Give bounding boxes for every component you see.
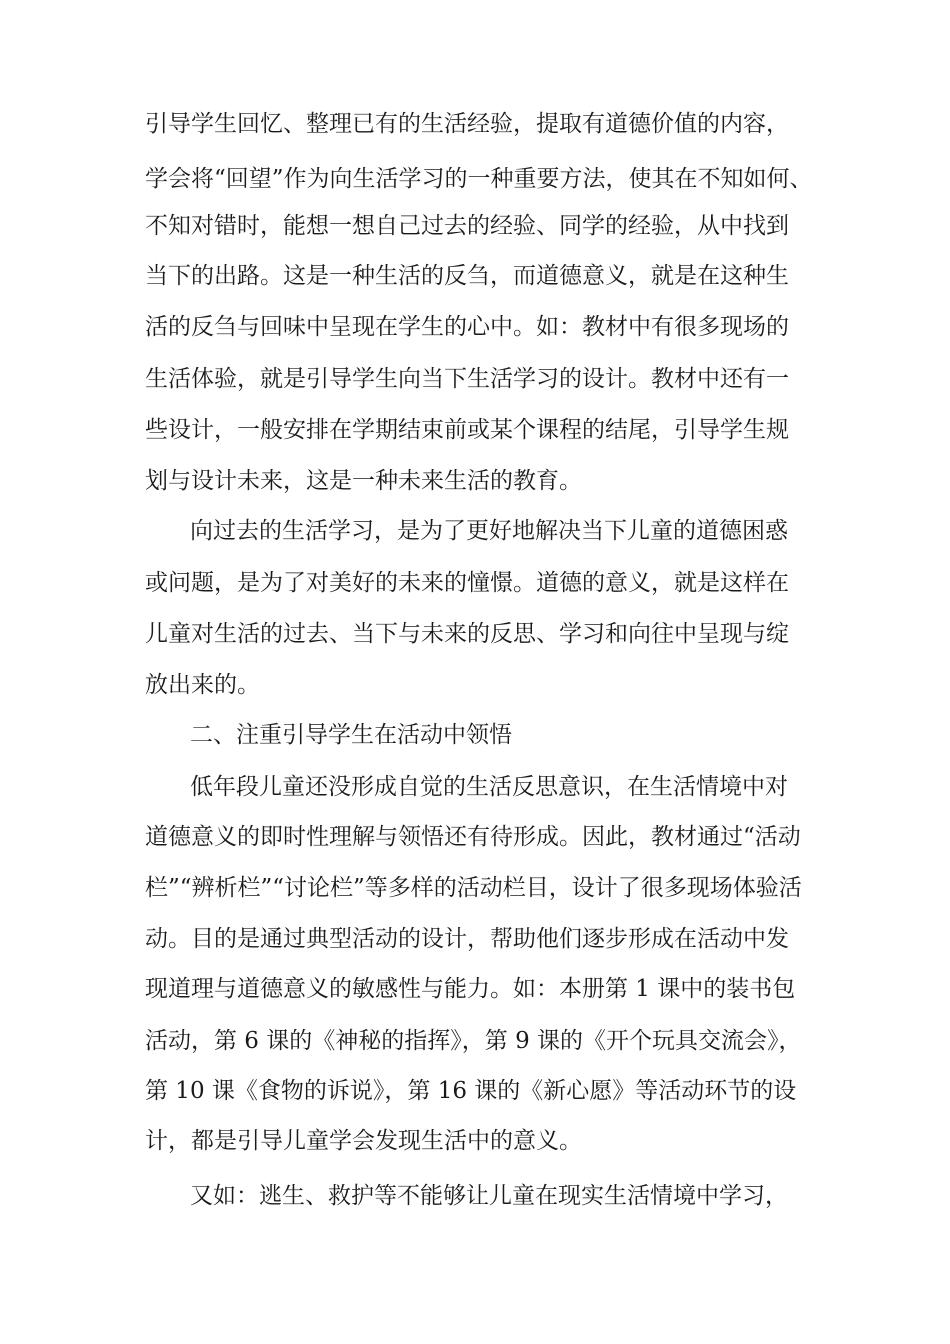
paragraph-first-line: 又如：逃生、救护等不能够让儿童在现实生活情境中学习， [190, 1183, 788, 1209]
text-line: 或问题，是为了对美好的未来的憧憬。道德的意义，就是这样在 [145, 570, 789, 596]
text-line: 动。目的是通过典型活动的设计，帮助他们逐步形成在活动中发 [145, 926, 789, 952]
text-line: 道德意义的即时性理解与领悟还有待形成。因此，教材通过“活动 [145, 824, 801, 850]
text-line: 些设计，一般安排在学期结束前或某个课程的结尾，引导学生规 [145, 417, 789, 443]
text-line: 第 10 课《食物的诉说》，第 16 课的《新心愿》等活动环节的设 [145, 1078, 797, 1104]
text-line: 引导学生回忆、整理已有的生活经验，提取有道德价值的内容， [145, 111, 789, 137]
text-line: 生活体验，就是引导学生向当下生活学习的设计。教材中还有一 [145, 366, 789, 392]
text-line: 当下的出路。这是一种生活的反刍，而道德意义，就是在这种生 [145, 263, 789, 289]
paragraph-first-line: 低年段儿童还没形成自觉的生活反思意识，在生活情境中对 [190, 774, 788, 800]
text-line: 放出来的。 [145, 672, 260, 698]
text-line: 儿童对生活的过去、当下与未来的反思、学习和向往中呈现与绽 [145, 621, 789, 647]
text-line: 不知对错时，能想一想自己过去的经验、同学的经验，从中找到 [145, 213, 789, 239]
section-heading: 二、注重引导学生在活动中领悟 [190, 722, 512, 748]
text-line: 学会将“回望”作为向生活学习的一种重要方法，使其在不知如何、 [145, 166, 813, 192]
text-line: 活的反刍与回味中呈现在学生的心中。如：教材中有很多现场的 [145, 314, 789, 340]
text-line: 活动，第 6 课的《神秘的指挥》，第 9 课的《开个玩具交流会》， [145, 1028, 802, 1054]
text-line: 栏”“辨析栏”“讨论栏”等多样的活动栏目，设计了很多现场体验活 [145, 875, 802, 901]
text-line: 现道理与道德意义的敏感性与能力。如：本册第 1 课中的装书包 [145, 976, 796, 1002]
text-line: 划与设计未来，这是一种未来生活的教育。 [145, 468, 582, 494]
text-line: 计，都是引导儿童学会发现生活中的意义。 [145, 1128, 582, 1154]
paragraph-first-line: 向过去的生活学习，是为了更好地解决当下儿童的道德困惑 [190, 518, 788, 544]
